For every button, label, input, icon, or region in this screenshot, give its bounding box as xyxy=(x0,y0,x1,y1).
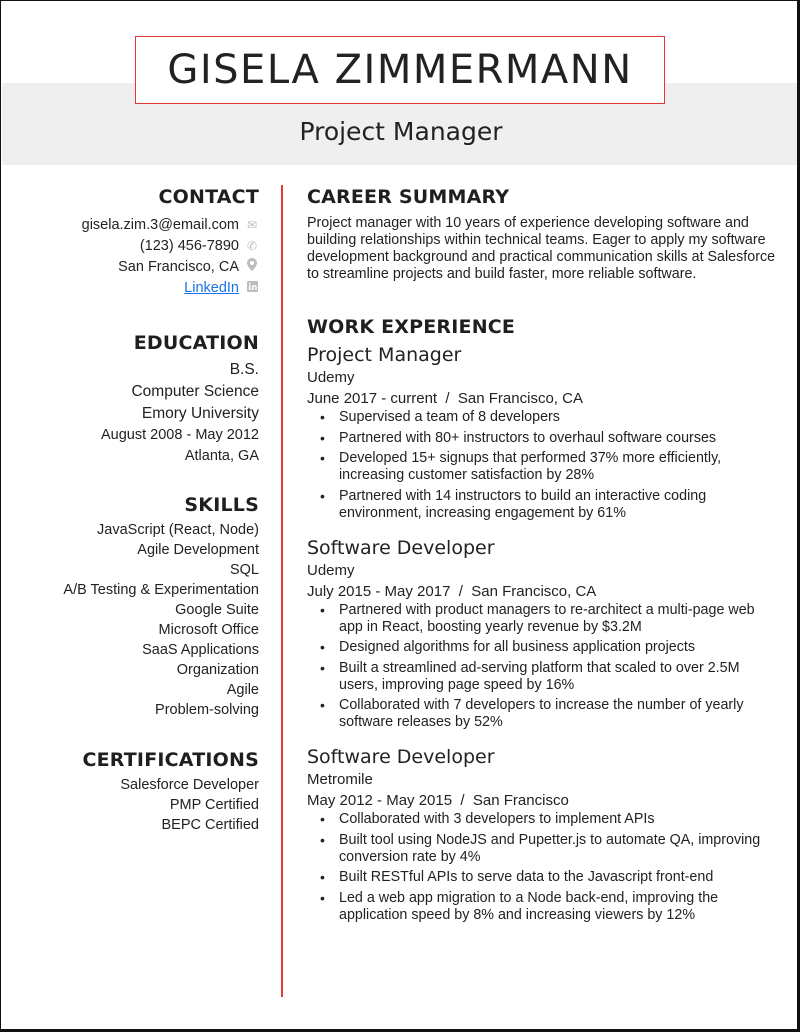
candidate-name: GISELA ZIMMERMANN xyxy=(167,47,633,93)
job-bullets xyxy=(307,602,777,732)
certification-item: BEPC Certified xyxy=(161,817,259,833)
job-meta: June 2017 - current / San Francisco, CA xyxy=(307,390,583,407)
experience-section xyxy=(307,315,777,924)
right-column xyxy=(307,185,777,927)
phone-icon: ✆ xyxy=(246,239,258,253)
job-bullets xyxy=(307,811,777,924)
skill-item: Google Suite xyxy=(175,602,259,618)
bullet-item: • Collaborated with 7 developers to increase the number of yearly software releases by 52% xyxy=(307,697,777,731)
skill-item: SQL xyxy=(229,562,259,578)
job-entry xyxy=(307,745,777,924)
email-text: gisela.zim.3@email.com xyxy=(81,217,239,233)
education-line: Computer Science xyxy=(131,383,259,400)
certification-item: Salesforce Developer xyxy=(120,777,259,793)
job-bullets xyxy=(307,409,777,522)
bullet-item: • Supervised a team of 8 developers xyxy=(307,409,777,426)
column-divider xyxy=(281,185,283,997)
job-entry xyxy=(307,536,777,732)
linkedin-link[interactable]: LinkedIn xyxy=(184,280,239,296)
job-title: Software Developer xyxy=(307,536,495,559)
bullet-item: • Built tool using NodeJS and Pupetter.js to automate QA, improving conversion rate by 4% xyxy=(307,832,777,866)
bullet-item: • Collaborated with 3 developers to implement APIs xyxy=(307,811,777,828)
skill-item: Organization xyxy=(176,662,259,678)
location-text: San Francisco, CA xyxy=(118,259,239,275)
job-company: Udemy xyxy=(307,561,355,579)
education-line: August 2008 - May 2012 xyxy=(101,427,259,443)
contact-location xyxy=(21,257,259,278)
job-title: Software Developer xyxy=(307,746,495,768)
bullet-item: • Partnered with 80+ instructors to overhaul software courses xyxy=(307,430,777,447)
contact-section xyxy=(21,185,259,299)
job-company: Udemy xyxy=(307,369,355,386)
contact-phone xyxy=(21,236,259,257)
headline-title: Project Manager xyxy=(299,117,503,146)
linkedin-icon xyxy=(245,278,259,299)
education-heading: EDUCATION xyxy=(133,332,259,354)
bullet-item: • Designed algorithms for all business application projects xyxy=(307,639,777,656)
education-line: Emory University xyxy=(141,405,259,422)
summary-heading: CAREER SUMMARY xyxy=(307,186,510,208)
bullet-item: • Built a streamlined ad-serving platform that scaled to over 2.5M users, improving page speed by 16% xyxy=(307,660,777,694)
job-meta: July 2015 - May 2017 / San Francisco, CA xyxy=(307,582,597,600)
envelope-icon: ✉ xyxy=(246,218,258,232)
phone-text: (123) 456-7890 xyxy=(139,238,239,254)
job-title: Project Manager xyxy=(307,344,462,366)
contact-email xyxy=(21,215,259,236)
job-meta: May 2012 - May 2015 / San Francisco xyxy=(307,792,569,809)
summary-section xyxy=(307,185,777,283)
job-entry xyxy=(307,343,777,522)
skill-item: Microsoft Office xyxy=(158,622,259,638)
certification-item: PMP Certified xyxy=(169,797,259,813)
bullet-item: • Developed 15+ signups that performed 37% more efficiently, increasing customer satisfaction by 28% xyxy=(307,450,777,484)
skill-item: A/B Testing & Experimentation xyxy=(63,582,259,598)
skill-item: Problem-solving xyxy=(155,702,259,718)
skill-item: Agile xyxy=(226,682,259,698)
education-section xyxy=(21,331,259,467)
skills-heading: SKILLS xyxy=(184,494,259,516)
skills-section xyxy=(21,493,259,720)
experience-heading: WORK EXPERIENCE xyxy=(307,316,516,338)
map-pin-icon xyxy=(245,257,259,278)
certifications-section xyxy=(21,748,259,835)
skill-item: JavaScript (React, Node) xyxy=(97,522,259,538)
bullet-item: • Partnered with product managers to re-architect a multi-page web app in React, boosting yearly revenue by $3.2M xyxy=(307,602,777,636)
certifications-heading: CERTIFICATIONS xyxy=(82,749,259,771)
contact-heading: CONTACT xyxy=(158,186,259,208)
education-line: Atlanta, GA xyxy=(184,448,259,464)
skill-item: Agile Development xyxy=(137,542,259,558)
contact-linkedin xyxy=(21,278,259,299)
job-company: Metromile xyxy=(307,771,373,788)
bullet-item: • Built RESTful APIs to serve data to the Javascript front-end xyxy=(307,869,777,886)
education-line: B.S. xyxy=(229,361,259,378)
bullet-item: • Partnered with 14 instructors to build an interactive coding environment, increasing engagement by 61% xyxy=(307,488,777,522)
summary-text: Project manager with 10 years of experience developing software and building relationships within technical teams. Eager to apply my software development background and practical communication skills at Salesforce to streamline projects and build faster, more reliable software. xyxy=(307,215,776,282)
bullet-item: • Led a web app migration to a Node back-end, improving the application speed by 8% and increasing viewers by 12% xyxy=(307,890,777,924)
name-box xyxy=(135,36,665,104)
left-column xyxy=(21,185,259,835)
skill-item: SaaS Applications xyxy=(142,642,259,658)
